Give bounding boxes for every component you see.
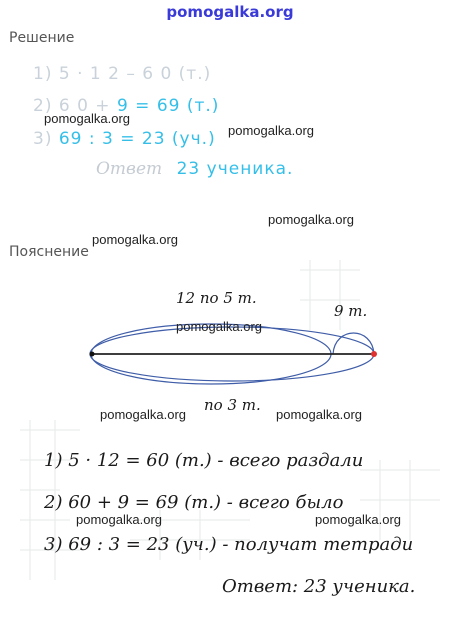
solution-answer-label: Ответ	[96, 159, 163, 179]
diagram-right-label: 9 т.	[334, 302, 368, 320]
watermark: pomogalka.org	[276, 407, 362, 422]
watermark: pomogalka.org	[100, 407, 186, 422]
solution-line-3-highlight: 69 : 3 = 23 (уч.)	[58, 129, 216, 149]
explanation-line-2: 2) 60 + 9 = 69 (т.) - всего было	[44, 492, 344, 513]
watermark: pomogalka.org	[315, 512, 401, 527]
explanation-answer: Ответ: 23 ученика.	[222, 576, 416, 597]
watermark: pomogalka.org	[228, 123, 314, 138]
watermark: pomogalka.org	[176, 319, 262, 334]
explanation-line-1: 1) 5 · 12 = 60 (т.) - всего раздали	[44, 450, 364, 471]
solution-line-1: 1) 5 · 1 2 – 6 0 (т.)	[33, 64, 212, 84]
segment-start-point	[90, 352, 95, 357]
watermark: pomogalka.org	[44, 111, 130, 126]
watermark: pomogalka.org	[92, 232, 178, 247]
solution-line-3-prefix: 3)	[33, 129, 59, 149]
solution-line-2-highlight: 9 = 69 (т.)	[116, 96, 220, 116]
site-title[interactable]: pomogalka.org	[166, 3, 294, 21]
diagram-bottom-label: по 3 т.	[204, 396, 261, 414]
watermark: pomogalka.org	[268, 212, 354, 227]
watermark: pomogalka.org	[76, 512, 162, 527]
solution-heading: Решение	[9, 30, 75, 46]
diagram-top-label: 12 по 5 т.	[176, 289, 257, 307]
explanation-heading: Пояснение	[9, 244, 89, 260]
explanation-line-3: 3) 69 : 3 = 23 (уч.) - получат тетради	[44, 534, 414, 555]
solution-line-2-prefix: 2) 6 0 +	[33, 96, 117, 116]
solution-answer-value: 23 ученика.	[176, 159, 294, 179]
segment-end-point	[371, 351, 377, 357]
